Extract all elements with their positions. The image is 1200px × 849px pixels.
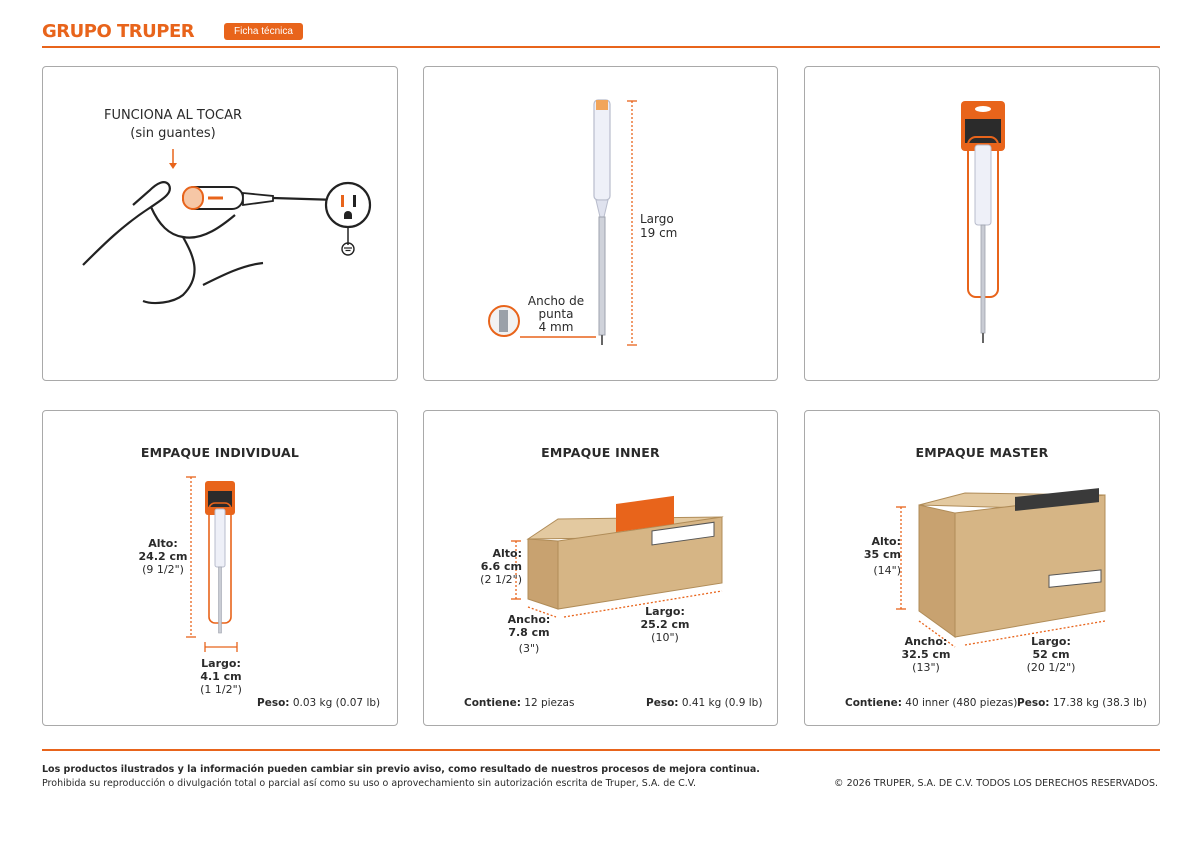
outlet-ground <box>344 211 352 219</box>
individual-largo-in: (1 1/2") <box>200 683 242 696</box>
master-alto-label <box>845 535 901 577</box>
master-weight-value: 17.38 kg (38.3 lb) <box>1052 697 1147 709</box>
inner-ancho-cm: 7.8 cm <box>508 626 550 639</box>
master-ancho-in: (13") <box>912 661 940 674</box>
individual-weight-value: 0.03 kg (0.07 lb) <box>292 697 381 709</box>
inner-weight-value: 0.41 kg (0.9 lb) <box>681 697 763 709</box>
inner-alto-title: Alto: <box>492 547 522 560</box>
master-box-side <box>919 505 955 637</box>
inner-package-panel <box>423 410 778 726</box>
master-alto-title: Alto: <box>871 535 901 548</box>
brand-logo: GRUPO TRUPER <box>42 21 195 42</box>
screwdriver-neck <box>596 200 608 217</box>
header-divider <box>42 46 1160 48</box>
individual-largo-label <box>189 657 253 696</box>
inner-contents-value: 12 piezas <box>524 697 575 709</box>
footer-prohibition: Prohibida su reproducción o divulgación total o parcial así como su uso o aprovechamiento sin autorización escrita de Truper, S.A. de C.V. <box>42 778 697 789</box>
arrow-head-icon <box>169 163 177 169</box>
blister-product-shaft <box>981 225 985 333</box>
inner-largo-cm: 25.2 cm <box>640 618 690 631</box>
document-type-badge: Ficha técnica <box>224 23 303 40</box>
usage-panel <box>42 66 398 381</box>
tip-width-value: 4 mm <box>538 320 574 334</box>
individual-package-title: EMPAQUE INDIVIDUAL <box>140 445 300 460</box>
master-largo-cm: 52 cm <box>1032 648 1070 661</box>
master-weight-label: Peso: <box>1017 697 1050 709</box>
inner-largo-in: (10") <box>651 631 679 644</box>
individual-largo-cm: 4.1 cm <box>200 670 242 683</box>
screwdriver-handle <box>594 100 610 200</box>
screwdriver-shaft <box>599 217 605 335</box>
blister-product-handle <box>975 145 991 225</box>
master-contents-label: Contiene: <box>845 697 902 709</box>
footer-divider <box>42 749 1160 751</box>
blister-panel <box>804 66 1160 381</box>
individual-alto-label <box>129 537 197 576</box>
master-largo-title: Largo: <box>1031 635 1071 648</box>
hand-outline <box>83 182 170 265</box>
master-box-front <box>955 495 1105 637</box>
usage-caption <box>103 107 243 143</box>
footer-notice: Los productos ilustrados y la información pueden cambiar sin previo aviso, como resultado de nuestros procesos de mejora continua. <box>42 764 760 775</box>
length-label <box>640 212 677 240</box>
inner-package-title: EMPAQUE INNER <box>541 445 660 460</box>
inner-ancho-label <box>500 613 558 655</box>
dimensions-panel <box>423 66 778 381</box>
tester-cap <box>183 187 203 209</box>
individual-alto-in: (9 1/2") <box>142 563 184 576</box>
master-largo-label <box>1021 635 1081 674</box>
individual-largo-title: Largo: <box>201 657 241 670</box>
master-ancho-title: Ancho: <box>904 635 948 648</box>
master-weight <box>1017 697 1147 710</box>
inner-weight-label: Peso: <box>646 697 679 709</box>
outlet-slot-neutral <box>353 195 356 207</box>
blister-drawing <box>805 67 1161 382</box>
individual-alto-cm: 24.2 cm <box>138 550 188 563</box>
usage-caption-line1: FUNCIONA AL TOCAR <box>103 108 243 123</box>
inner-alto-cm: 6.6 cm <box>480 560 522 573</box>
inner-contents <box>464 697 574 710</box>
inner-weight <box>646 697 762 710</box>
individual-weight <box>257 697 380 710</box>
master-largo-in: (20 1/2") <box>1026 661 1076 674</box>
inner-alto-label <box>464 547 522 586</box>
tip-width-line1: Ancho de <box>527 294 585 308</box>
footer-copyright: © 2026 TRUPER, S.A. DE C.V. TODOS LOS DERECHOS RESERVADOS. <box>834 778 1158 789</box>
master-package-panel <box>804 410 1160 726</box>
screwdriver-cap <box>596 100 608 110</box>
blister-hang-hole <box>975 106 991 112</box>
screwdriver-drawing <box>424 67 779 382</box>
master-contents-value: 40 inner (480 piezas) <box>905 697 1018 709</box>
outlet-slot-live <box>341 195 344 207</box>
master-alto-cm: 35 cm <box>863 548 901 561</box>
tip-width-line2: punta <box>538 307 574 321</box>
individual-weight-label: Peso: <box>257 697 290 709</box>
length-value: 19 cm <box>640 226 678 240</box>
inner-largo-label <box>636 605 694 644</box>
inner-ancho-in: (3") <box>518 642 540 655</box>
master-alto-in: (14") <box>873 564 901 577</box>
usage-caption-line2: (sin guantes) <box>130 126 216 141</box>
individual-alto-title: Alto: <box>148 537 178 550</box>
inner-box-end <box>528 539 558 609</box>
tip-width-label <box>526 295 586 334</box>
master-ancho-cm: 32.5 cm <box>901 648 951 661</box>
master-package-title: EMPAQUE MASTER <box>915 445 1049 460</box>
inner-contents-label: Contiene: <box>464 697 521 709</box>
tester-neck <box>243 193 273 205</box>
inner-alto-in: (2 1/2") <box>480 573 522 586</box>
usage-illustration <box>73 145 373 325</box>
length-label-text: Largo <box>640 212 674 226</box>
inner-ancho-title: Ancho: <box>507 613 551 626</box>
individual-package-panel <box>42 410 398 726</box>
outlet-icon <box>326 183 370 227</box>
inner-largo-title: Largo: <box>645 605 685 618</box>
master-contents <box>845 697 1017 710</box>
master-ancho-label <box>893 635 959 674</box>
